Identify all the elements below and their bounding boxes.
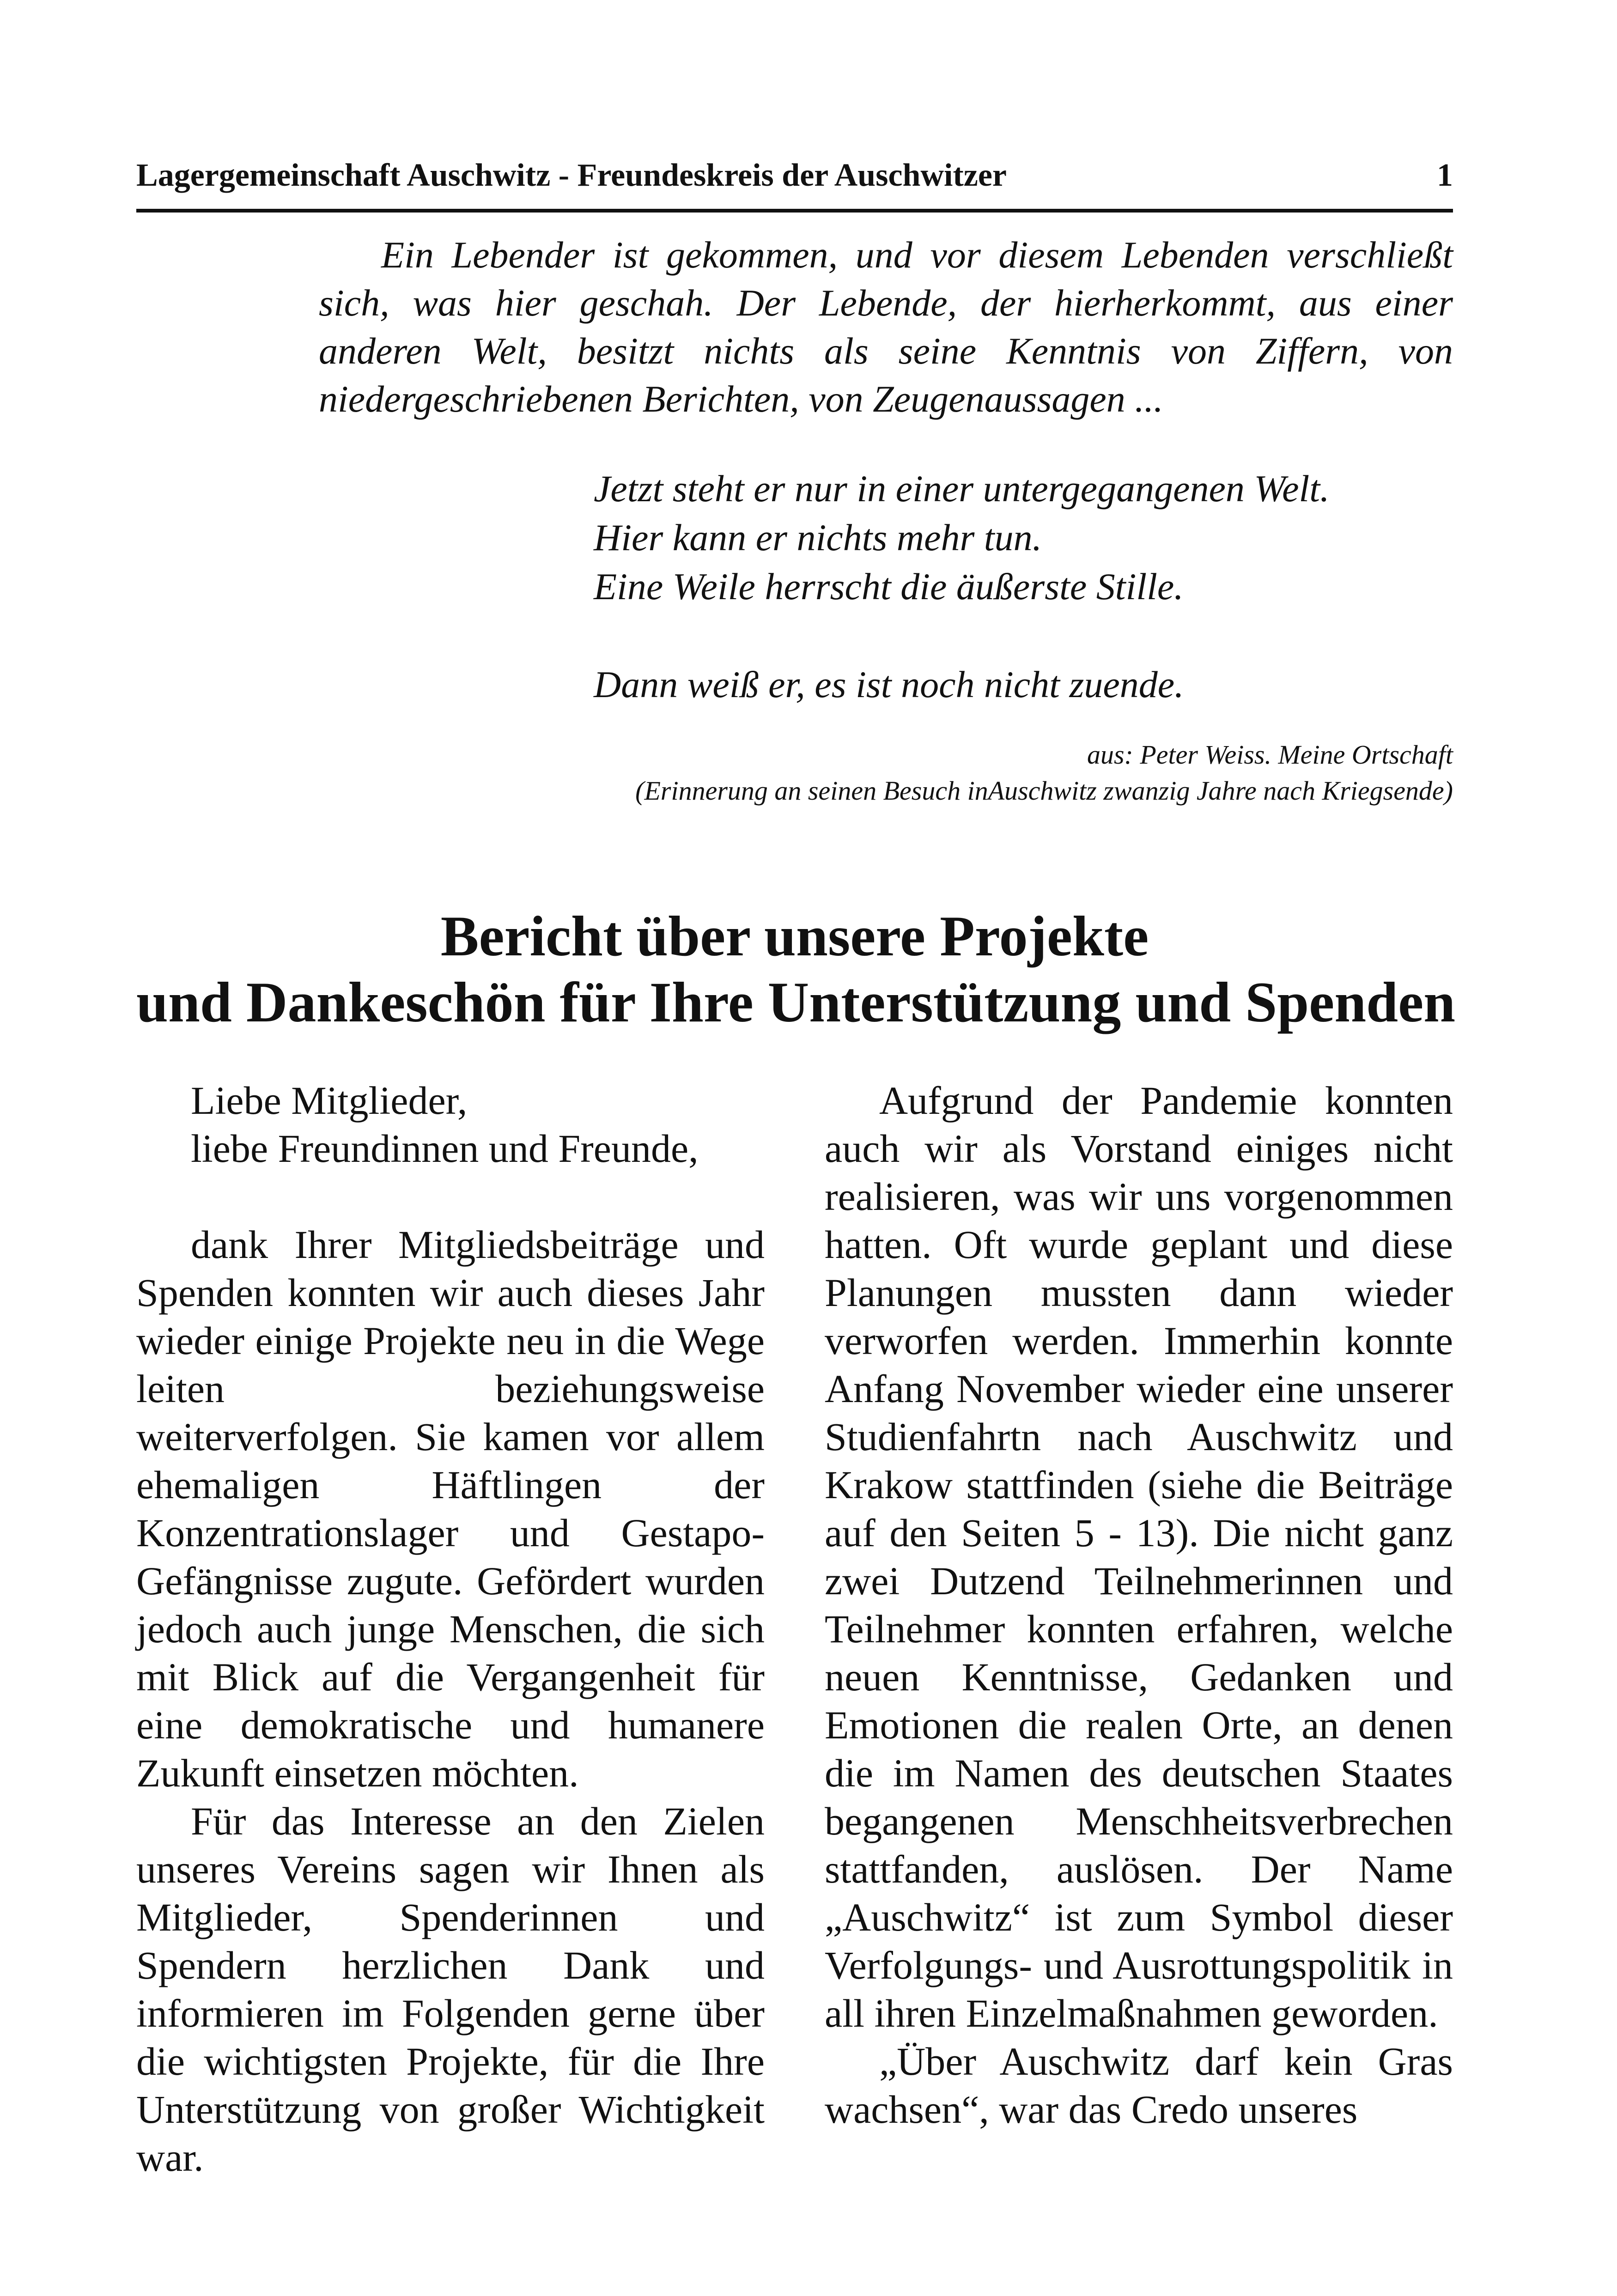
verse-gap (594, 611, 1471, 660)
attribution-note: (Erinnerung an seinen Besuch inAuschwitz zwanzig Jahre nach Kriegsende) (635, 776, 1453, 806)
left-column (136, 1076, 765, 2181)
verse-line: Eine Weile herrscht die äußerste Stille. (594, 565, 1184, 607)
verse-line: Hier kann er nichts mehr tun. (594, 516, 1042, 559)
verse-line: Jetzt steht er nur in einer untergegangenen Welt. (594, 468, 1330, 510)
greeting (136, 1076, 765, 1172)
paragraph: Aufgrund der Pandemie konnten auch wir als Vorstand einiges nicht realisieren, was wir uns vorgenommen hatten. Oft wurde geplant und diese Planungen mussten dann wieder verworfen werden. Immerhin konnte Anfang November wieder eine unserer Studienfahrtn nach Auschwitz und Krakow stattfinden (siehe die Beiträge auf den Seiten 5 - 13). Die nicht ganz zwei Dutzend Teilnehmerinnen und Teilnehmer konnten erfahren, welche neuen Kenntnisse, Gedanken und Emotionen die realen Orte, an denen die im Namen des deutschen Staates begangenen Menschheitsverbrechen stattfanden, auslösen. Der Name „Auschwitz“ ist zum Symbol dieser Verfolgungs- und Ausrottungspolitik in all ihren Einzelmaßnahmen geworden. (825, 1078, 1453, 2035)
verse-line: Dann weiß er, es ist noch nicht zuende. (594, 663, 1184, 705)
page-number: 1 (1437, 158, 1453, 193)
header-rule (136, 209, 1453, 213)
epigraph-prose: Ein Lebender ist gekommen, und vor diesem Lebenden verschließt sich, was hier geschah. Der Lebende, der hierherkommt, aus einer anderen Welt, besitzt nichts als seine Kenntnis von Ziffern, von niedergeschriebenen Berichten, von Zeugenaussagen ... (319, 234, 1453, 420)
title-line: und Dankeschön für Ihre Unterstützung und Spenden (136, 971, 1456, 1034)
greeting-line: liebe Freundinnen und Freunde, (191, 1126, 699, 1171)
epigraph-verse (594, 464, 1471, 709)
attribution-source: aus: Peter Weiss. Meine Ortschaft (1087, 740, 1453, 770)
right-column (825, 1076, 1453, 2133)
header-title: Lagergemeinschaft Auschwitz - Freundeskreis der Auschwitzer (136, 158, 1007, 193)
paragraph: Für das Interesse an den Zielen unseres Vereins sagen wir Ihnen als Mitglieder, Spenderinnen und Spendern herzlichen Dank und informieren im Folgenden gerne über die wichtigsten Projekte, für die Ihre Unterstützung von großer Wichtigkeit war. (136, 1799, 765, 2180)
paragraph: dank Ihrer Mitgliedsbeiträge und Spenden konnten wir auch dieses Jahr wieder einige Projekte neu in die Wege leiten beziehungsweise weiterverfolgen. Sie kamen vor allem ehemaligen Häftlingen der Konzentrationslager und Gestapo-Gefängnisse zugute. Gefördert wurden jedoch auch junge Menschen, die sich mit Blick auf die Vergangenheit für eine demokratische und humanere Zukunft einsetzen möchten. (136, 1222, 765, 1795)
title-line: Bericht über unsere Projekte (440, 905, 1149, 968)
paragraph: „Über Auschwitz darf kein Gras wachsen“, war das Credo unseres (825, 2039, 1453, 2132)
epigraph-attribution (508, 737, 1453, 809)
article-title (136, 903, 1456, 1035)
greeting-line: Liebe Mitglieder, (191, 1078, 468, 1123)
running-header (136, 159, 1453, 192)
